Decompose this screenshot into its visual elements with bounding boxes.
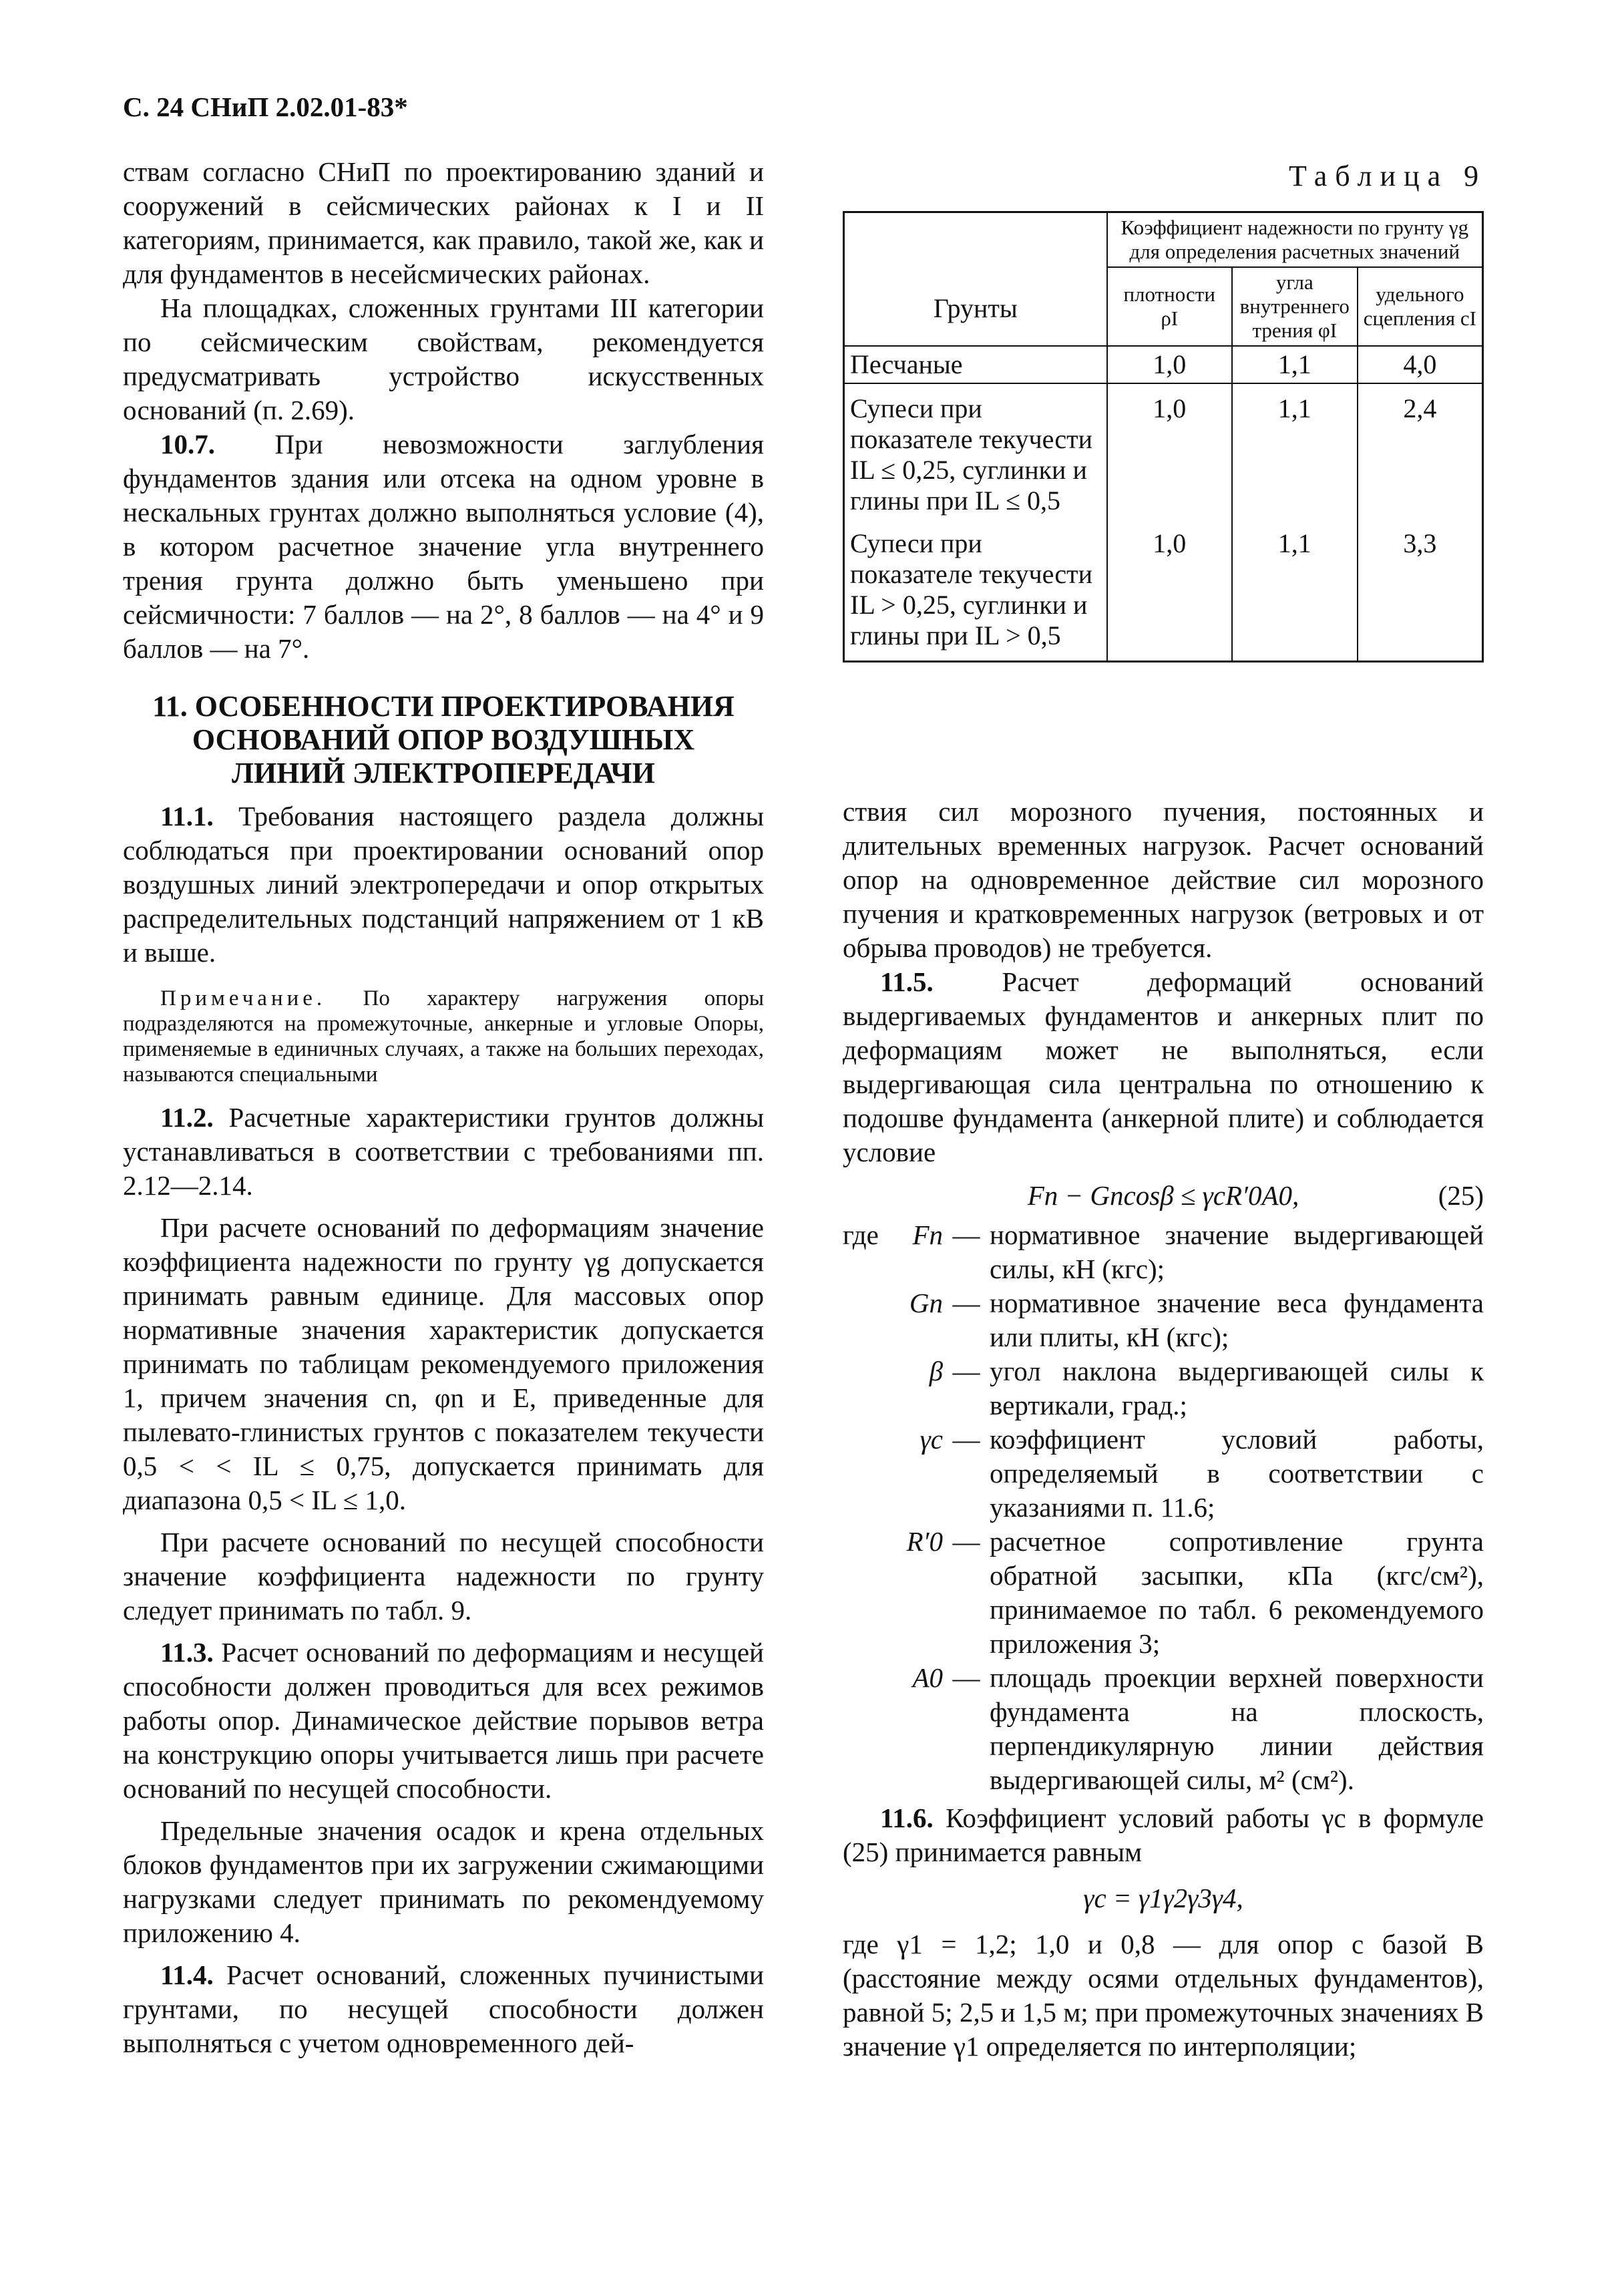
- paragraph-11-1: [123, 799, 764, 970]
- clause-number: 11.6.: [880, 1803, 934, 1833]
- cell-value: 1,1: [1232, 383, 1358, 519]
- clause-text: Расчет оснований по деформациям и несущей способности должен проводиться для всех режимов работы опор. Динамическое действие порывов ветра на конструкцию опоры учитывается лишь при расчете оснований по несущей способности.: [123, 1637, 764, 1804]
- clause-number: 11.5.: [880, 966, 934, 997]
- definition-text: расчетное сопротивление грунта обратной засыпки, кПа (кгс/см²), принимаемое по табл. 6 рекомендуемого приложения 3;: [990, 1526, 1484, 1659]
- symbol: A0: [912, 1662, 943, 1693]
- symbol: Fn: [912, 1219, 943, 1250]
- cell-value: 1,1: [1232, 519, 1358, 662]
- section-title-line: ОСНОВАНИЙ ОПОР ВОЗДУШНЫХ: [192, 723, 695, 756]
- symbol: β: [929, 1356, 943, 1386]
- definition-text: площадь проекции верхней поверхности фундамента на плоскость, перпендикулярную линии действия выдергивающей силы, м² (см²).: [990, 1662, 1484, 1795]
- section-title-line: 11. ОСОБЕННОСТИ ПРОЕКТИРОВАНИЯ: [152, 690, 735, 723]
- paragraph: ствам согласно СНиП по проектированию зданий и сооружений в сейсмических районах к I и II категориям, принимается, как правило, такой же, как и для фундаментов в несейсмических районах.: [123, 156, 764, 289]
- definition-text: нормативное значение веса фундамента или плиты, кН (кгс);: [990, 1288, 1484, 1352]
- clause-number: 11.1.: [160, 801, 214, 831]
- definition-text: коэффициент условий работы, определяемый в соответствии с указаниями п. 11.6;: [990, 1424, 1484, 1523]
- left-column: [123, 155, 764, 2060]
- dash: —: [952, 1526, 980, 1557]
- cell-soil: Супеси при показателе текучести IL > 0,25, суглинки и глины при IL > 0,5: [844, 519, 1107, 662]
- paragraph: На площадках, сложенных грунтами III категории по сейсмическим свойствам, рекомендуется предусматривать устройство искусственных оснований (п. 2.69).: [123, 293, 764, 425]
- clause-text: Расчет оснований, сложенных пучинистыми грунтами, по несущей способности должен выполняться с учетом одновременного дей-: [123, 1959, 764, 2058]
- definition-text: угол наклона выдергивающей силы к вертикали, град.;: [990, 1356, 1484, 1421]
- formula-25: [843, 1179, 1484, 1213]
- paragraph: где γ1 = 1,2; 1,0 и 0,8 — для опор с базой B (расстояние между осями отдельных фундаментов), равной 5; 2,5 и 1,5 м; при промежуточных значениях B значение γ1 определяется по интерполяции;: [843, 1929, 1484, 2062]
- dash: —: [952, 1662, 980, 1693]
- dash: —: [952, 1424, 980, 1455]
- right-column: [843, 795, 1484, 2064]
- definition-row: [843, 1423, 1484, 1525]
- paragraph-11-4: [123, 1958, 764, 2060]
- paragraph-10-7: [123, 427, 764, 666]
- cell-value: 1,1: [1232, 346, 1358, 383]
- cell-value: 4,0: [1358, 346, 1483, 383]
- symbol: γc: [920, 1424, 943, 1455]
- definition-text: нормативное значение выдергивающей силы, кН (кгс);: [990, 1219, 1484, 1284]
- symbol: R′0: [906, 1526, 943, 1557]
- clause-text: При невозможности заглубления фундаментов здания или отсека на одном уровне в нескальных грунтах должно выполняться условие (4), в котором расчетное значение угла внутреннего трения грунта должно быть уменьшено при сейсмичности: 7 баллов — на 2°, 8 баллов — на 4° и 9 баллов — на 7°.: [123, 429, 764, 664]
- page-header: С. 24 СНиП 2.02.01-83*: [123, 91, 408, 122]
- table-9: [843, 211, 1484, 662]
- symbol: Gn: [909, 1288, 943, 1318]
- note-text: По характеру нагружения опоры подразделяются на промежуточные, анкерные и угловые Опоры, применяемые в единичных случаях, а также на больших переходах, называются специальными: [123, 986, 764, 1087]
- symbol-definitions: [843, 1218, 1484, 1797]
- clause-number: 10.7.: [160, 429, 215, 459]
- clause-text: Расчетные характеристики грунтов должны устанавливаться в соответствии с требованиями пп. 2.12—2.14.: [123, 1102, 764, 1201]
- where-label: где: [843, 1219, 879, 1250]
- clause-number: 11.4.: [160, 1959, 214, 1990]
- table-row: [844, 519, 1483, 662]
- header-coefficient-group: Коэффициент надежности по грунту γg для определения расчетных значений: [1107, 212, 1483, 268]
- cell-soil: Супеси при показателе текучести IL ≤ 0,25, суглинки и глины при IL ≤ 0,5: [844, 383, 1107, 519]
- cell-value: 1,0: [1107, 519, 1232, 662]
- header-soil: Грунты: [844, 212, 1107, 347]
- paragraph-11-6: [843, 1801, 1484, 1869]
- dash: —: [952, 1219, 980, 1250]
- clause-text: Требования настоящего раздела должны соблюдаться при проектировании оснований опор воздушных линий электропередачи и опор открытых распределительных подстанций напряжением от 1 кВ и выше.: [123, 801, 764, 968]
- cell-value: 3,3: [1358, 519, 1483, 662]
- formula-number: (25): [1438, 1180, 1484, 1211]
- table-row: [844, 346, 1483, 383]
- paragraph: При расчете оснований по несущей способности значение коэффициента надежности по грунту следует принимать по табл. 9.: [123, 1527, 764, 1626]
- paragraph-11-2: [123, 1101, 764, 1203]
- paragraph: ствия сил морозного пучения, постоянных и длительных временных нагрузок. Расчет оснований опор на одновременное действие сил морозного пучения и кратковременных нагрузок (ветровых и от обрыва проводов) не требуется.: [843, 796, 1484, 963]
- formula-text: Fn − Gncosβ ≤ γcR′0A0,: [1027, 1180, 1299, 1211]
- paragraph-11-5: [843, 965, 1484, 1169]
- clause-number: 11.2.: [160, 1102, 214, 1133]
- clause-text: Коэффициент условий работы γc в формуле (25) принимается равным: [843, 1803, 1484, 1867]
- formula-gamma: γc = γ1γ2γ3γ4,: [1083, 1883, 1243, 1913]
- definition-row: [843, 1218, 1484, 1286]
- cell-value: 2,4: [1358, 383, 1483, 519]
- header-cohesion: удельного сцепления cI: [1358, 267, 1483, 346]
- paragraph: Предельные значения осадок и крена отдельных блоков фундаментов при их загружении сжимающими нагрузками следует принимать по рекомендуемому приложению 4.: [123, 1815, 764, 1948]
- table-row: [844, 383, 1483, 519]
- cell-soil: Песчаные: [844, 346, 1107, 383]
- dash: —: [952, 1288, 980, 1318]
- definition-row: [843, 1354, 1484, 1423]
- section-title-line: ЛИНИЙ ЭЛЕКТРОПЕРЕДАЧИ: [232, 757, 655, 789]
- header-density: плотности ρI: [1107, 267, 1232, 346]
- clause-number: 11.3.: [160, 1637, 214, 1668]
- header-friction-angle: угла внутреннего трения φI: [1232, 267, 1358, 346]
- cell-value: 1,0: [1107, 383, 1232, 519]
- definition-row: [843, 1286, 1484, 1354]
- cell-value: 1,0: [1107, 346, 1232, 383]
- section-title: [123, 690, 764, 790]
- definition-row: [843, 1661, 1484, 1797]
- note-label: Примечание.: [160, 986, 327, 1010]
- definition-row: [843, 1525, 1484, 1661]
- note: [123, 986, 764, 1087]
- paragraph: При расчете оснований по деформациям значение коэффициента надежности по грунту γg допускается принимать равным единице. Для массовых опор нормативные значения характеристик допускается принимать по таблицам рекомендуемого приложения 1, причем значения cn, φn и E, приведенные для пылевато-глинистых грунтов с показателем текучести 0,5 < < IL ≤ 0,75, допускается принимать для диапазона 0,5 < IL ≤ 1,0.: [123, 1212, 764, 1515]
- clause-text: Расчет деформаций оснований выдергиваемых фундаментов и анкерных плит по деформациям может не выполняться, если выдергивающая сила центральна по отношению к подошве фундамента (анкерной плите) и соблюдается условие: [843, 966, 1484, 1167]
- paragraph-11-3: [123, 1636, 764, 1806]
- dash: —: [952, 1356, 980, 1386]
- table-caption: Таблица 9: [1289, 160, 1487, 192]
